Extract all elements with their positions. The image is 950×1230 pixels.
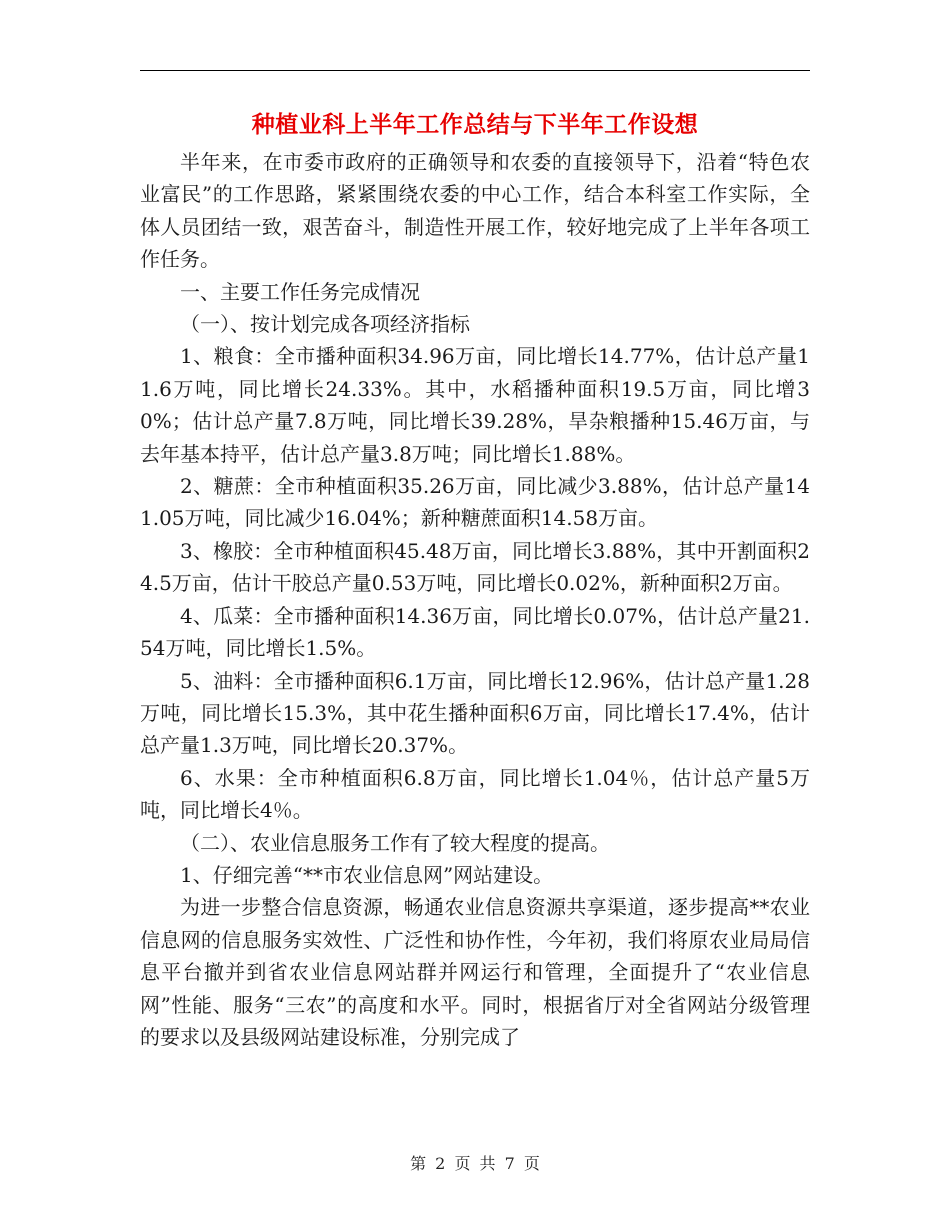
paragraph-sugarcane: 2、糖蔗：全市种植面积35.26万亩，同比减少3.88%，估计总产量141.05万吨，同比减少16.04%；新种糖蔗面积14.58万亩。 — [140, 474, 810, 531]
subsection-heading-2: （二）、农业信息服务工作有了较大程度的提高。 — [180, 830, 610, 855]
document-title: 种植业科上半年工作总结与下半年工作设想 — [251, 112, 699, 138]
subsection-heading-1: （一）、按计划完成各项经济指标 — [180, 312, 470, 337]
section-heading-1: 一、主要工作任务完成情况 — [180, 279, 420, 304]
header-rule — [140, 70, 810, 71]
paragraph-rubber: 3、橡胶：全市种植面积45.48万亩，同比增长3.88%，其中开割面积24.5万亩，估计干胶总产量0.53万吨，同比增长0.02%，新种面积2万亩。 — [140, 538, 810, 596]
paragraph-intro: 半年来，在市委市政府的正确领导和农委的直接领导下，沿着“特色农业富民”的工作思路，紧紧围绕农委的中心工作，结合本科室工作实际，全体人员团结一致，艰苦奋斗，制造性开展工作，较好地完成了上半年各项工作任务。 — [140, 150, 810, 272]
paragraph-oilseed: 5、油料：全市播种面积6.1万亩，同比增长12.96%，估计总产量1.28万吨，同比增长15.3%，其中花生播种面积6万亩，同比增长17.4%，估计总产量1.3万吨，同比增长20.37%。 — [140, 668, 810, 758]
page-footer: 第 2 页 共 7 页 — [410, 1154, 540, 1173]
paragraph-grain: 1、粮食：全市播种面积34.96万亩，同比增长14.77%，估计总产量11.6万吨，同比增长24.33%。其中，水稻播种面积19.5万亩，同比增30%；估计总产量7.8万吨，同比增长39.28%，旱杂粮播种15.46万亩，与去年基本持平，估计总产量3.8万吨；同比增长1.88%。 — [140, 344, 810, 466]
paragraph-website: 为进一步整合信息资源，畅通农业信息资源共享渠道，逐步提高**农业信息网的信息服务实效性、广泛性和协作性，今年初，我们将原农业局局信息平台撤并到省农业信息网站群并网运行和管理，全面提升了“农业信息网”性能、服务“三农”的高度和水平。同时，根据省厅对全省网站分级管理的要求以及县级网站建设标准，分别完成了 — [140, 895, 810, 1049]
document-body — [140, 146, 810, 1053]
paragraph-vegetables: 4、瓜菜：全市播种面积14.36万亩，同比增长0.07%，估计总产量21.54万吨，同比增长1.5%。 — [140, 603, 810, 661]
paragraph-fruit: 6、水果：全市种植面积6.8万亩，同比增长1.04％，估计总产量5万吨，同比增长4％。 — [140, 765, 810, 823]
item-heading-website: 1、仔细完善“**市农业信息网”网站建设。 — [180, 862, 554, 887]
